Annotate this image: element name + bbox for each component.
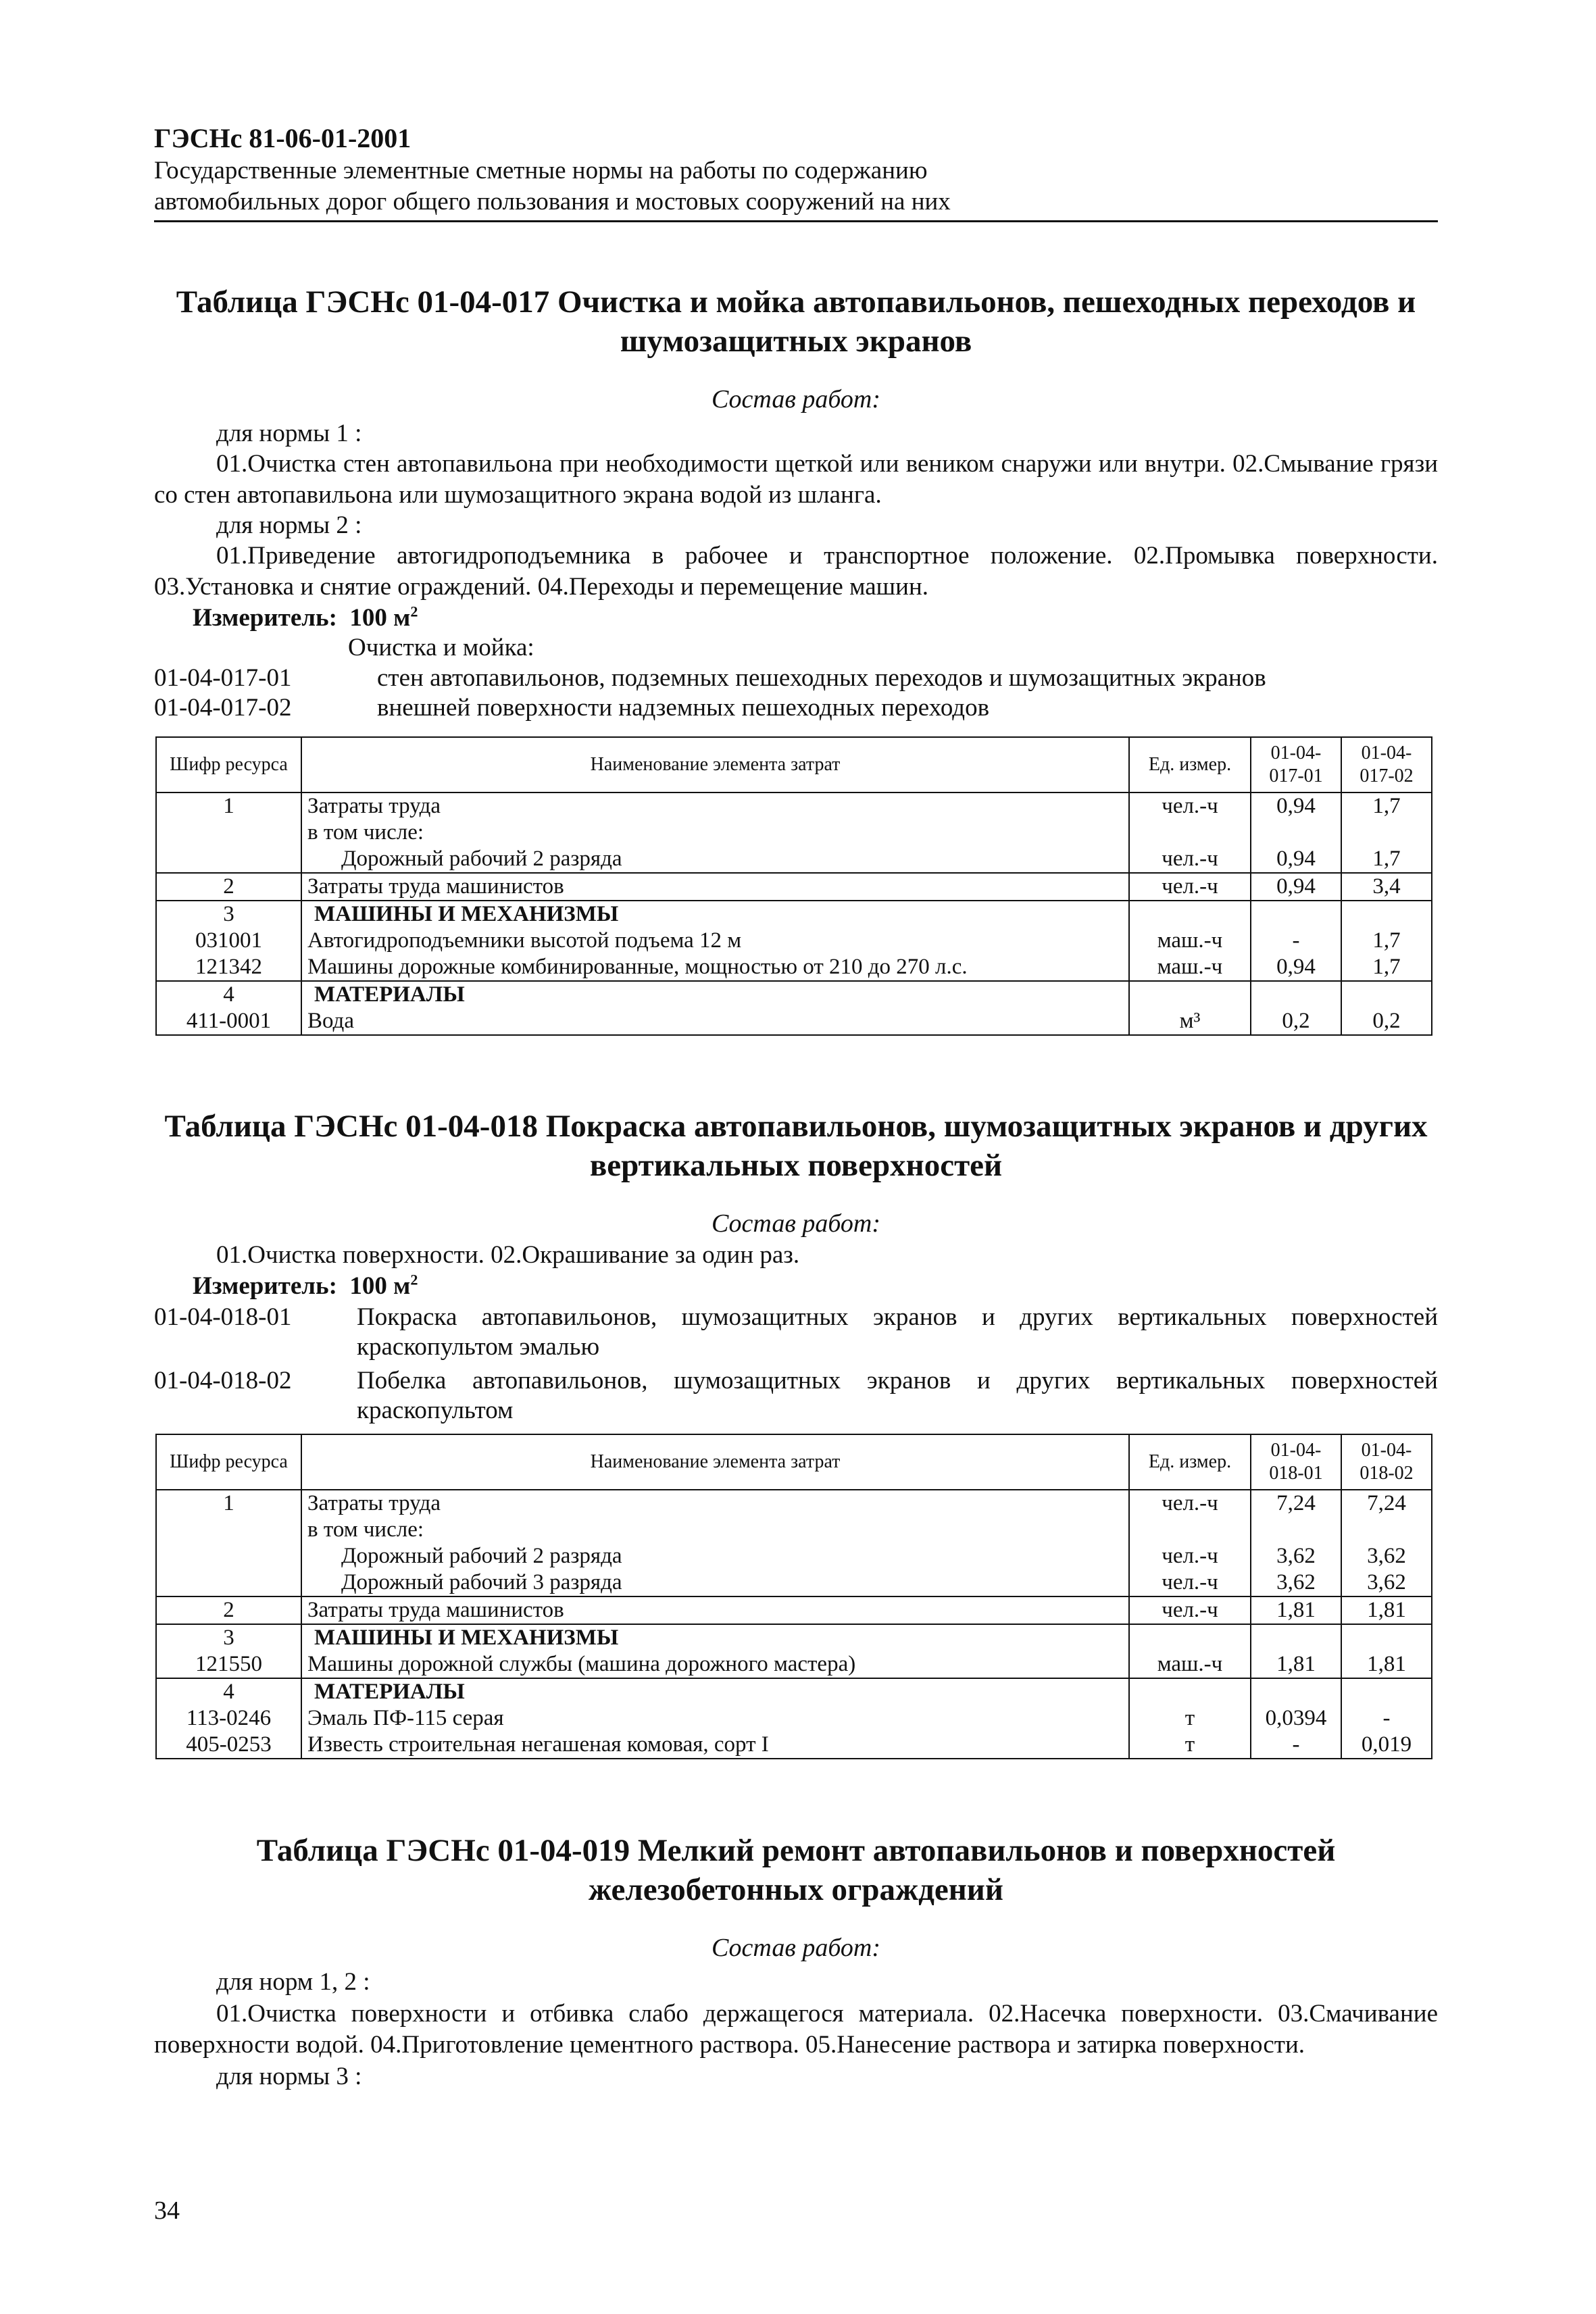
document-header (154, 122, 1438, 218)
work-composition-heading: Состав работ: (711, 385, 881, 413)
norm-definitions (154, 1303, 1438, 1426)
table-row: 4 113-0246 405-0253 МАТЕРИАЛЫ Эмаль ПФ-115 серая Известь строительная негашеная комовая, сорт I т т 0,0394 - - 0,019 (156, 1678, 1432, 1759)
norm-definition: 01-04-018-02 Побелка автопавильонов, шумозащитных экранов и других вертикальных поверхностей краскопультом (154, 1367, 1438, 1424)
standard-code: ГЭСНс 81-06-01-2001 (154, 123, 412, 153)
table-row: 3 121550 МАШИНЫ И МЕХАНИЗМЫ Машины дорожной службы (машина дорожного мастера) маш.-ч 1,81 1,81 (156, 1624, 1432, 1678)
resource-table-018 (155, 1434, 1432, 1759)
work-text: 01.Очистка поверхности. 02.Окрашивание за один раз. (216, 1241, 800, 1269)
page-number: 34 (154, 2196, 180, 2225)
norm-definition: 01-04-017-01 стен автопавильонов, подземных пешеходных переходов и шумозащитных экранов (154, 664, 1266, 692)
table-row: 2 Затраты труда машинистов чел.-ч 1,81 1,81 (156, 1596, 1432, 1624)
table-018-title: Таблица ГЭСНс 01-04-018 Покраска автопавильонов, шумозащитных экранов и других вертикальных поверхностей (164, 1109, 1428, 1183)
col-norm-b-header: 01-04- 018-02 (1341, 1434, 1432, 1490)
measure-unit: Измеритель: 100 $м^2$ (193, 1271, 418, 1300)
norm-group-label: Очистка и мойка: (348, 634, 534, 661)
header-divider (154, 220, 1438, 222)
norm2-text: 01.Приведение автогидроподъемника в рабочее и транспортное положение. 02.Промывка поверхности. 03.Установка и снятие ограждений. 04.Переходы и перемещение машин. (154, 542, 1438, 601)
col-code-header: Шифр ресурса (156, 737, 301, 793)
col-unit-header: Ед. измер. (1129, 1434, 1251, 1490)
norm12-label: для норм 1, 2 : (216, 1968, 370, 1996)
norm1-label: для нормы 1 : (216, 420, 362, 447)
col-norm-a-header: 01-04- 018-01 (1251, 1434, 1341, 1490)
header-line-2: автомобильных дорог общего пользования и мостовых сооружений на них (154, 188, 951, 216)
table-row: 1 Затраты труда в том числе: Дорожный рабочий 2 разряда Дорожный рабочий 3 разряда чел.-ч чел.-ч чел.-ч 7,24 3,62 3,62 7,24 3,62 3,62 (156, 1490, 1432, 1596)
table-row: 1 Затраты труда в том числе: Дорожный рабочий 2 разряда чел.-ч чел.-ч 0,94 0,94 1,7 1,7 (156, 793, 1432, 873)
col-code-header: Шифр ресурса (156, 1434, 301, 1490)
col-unit-header: Ед. измер. (1129, 737, 1251, 793)
work-composition-heading: Состав работ: (711, 1209, 881, 1238)
col-name-header: Наименование элемента затрат (301, 737, 1129, 793)
norm3-label: для нормы 3 : (216, 2063, 362, 2090)
table-019-title: Таблица ГЭСНс 01-04-019 Мелкий ремонт автопавильонов и поверхностей железобетонных ограждений (256, 1833, 1336, 1907)
norm12-text: 01.Очистка поверхности и отбивка слабо держащегося материала. 02.Насечка поверхности. 03.Смачивание поверхности водой. 04.Приготовление цементного раствора. 05.Нанесение раствора и затирка поверхности. (154, 2000, 1438, 2059)
table-row: 3 031001 121342 МАШИНЫ И МЕХАНИЗМЫ Автогидроподъемники высотой подъема 12 м Машины дорожные комбинированные, мощностью от 210 до 270 л.с. маш.-ч маш.-ч - 0,94 1,7 1,7 (156, 901, 1432, 981)
table-row: 4 411-0001 МАТЕРИАЛЫ Вода м³ 0,2 0,2 (156, 981, 1432, 1035)
table-row: 2 Затраты труда машинистов чел.-ч 0,94 3,4 (156, 873, 1432, 901)
norm2-label: для нормы 2 : (216, 511, 362, 539)
table-header-row (156, 1434, 1432, 1490)
measure-unit: Измеритель: 100 $м^2$ (193, 603, 418, 632)
work-composition-heading: Состав работ: (711, 1934, 881, 1962)
col-norm-b-header: 01-04- 017-02 (1341, 737, 1432, 793)
table-017-title: Таблица ГЭСНс 01-04-017 Очистка и мойка автопавильонов, пешеходных переходов и шумозащитных экранов (176, 284, 1416, 359)
col-name-header: Наименование элемента затрат (301, 1434, 1129, 1490)
header-line-1: Государственные элементные сметные нормы на работы по содержанию (154, 157, 928, 184)
norm-definition: 01-04-017-02 внешней поверхности надземных пешеходных переходов (154, 694, 990, 722)
norm-definition: 01-04-018-01 Покраска автопавильонов, шумозащитных экранов и других вертикальных поверхностей краскопультом эмалью (154, 1303, 1438, 1361)
resource-table-017 (155, 736, 1432, 1036)
col-norm-a-header: 01-04- 017-01 (1251, 737, 1341, 793)
table-header-row (156, 737, 1432, 793)
norm-definitions (154, 663, 1438, 723)
norm1-text: 01.Очистка стен автопавильона при необходимости щеткой или веником снаружи или внутри. 02.Смывание грязи со стен автопавильона или шумозащитного экрана водой из шланга. (154, 450, 1438, 509)
